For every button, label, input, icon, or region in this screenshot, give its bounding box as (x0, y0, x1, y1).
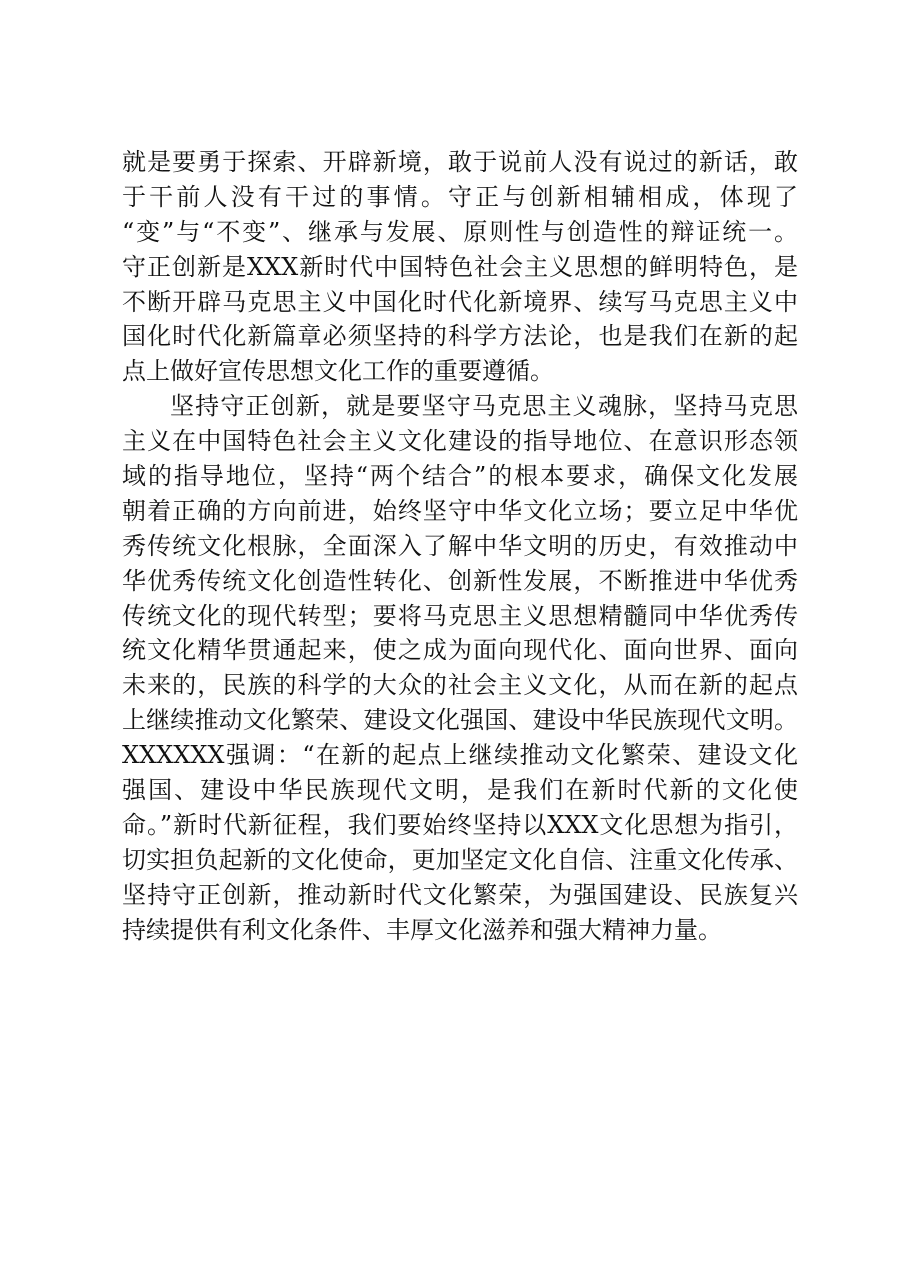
text-line: 秀传统文化根脉，全面深入了解中华文明的历史，有效推动中 (122, 531, 798, 560)
text-line: 守正创新是XXX新时代中国特色社会主义思想的鲜明特色，是 (122, 252, 798, 281)
text-line: 坚持守正创新，推动新时代文化繁荣，为强国建设、民族复兴 (122, 880, 798, 909)
text-line: 未来的，民族的科学的大众的社会主义文化，从而在新的起点 (122, 671, 798, 700)
text-line: 点上做好宣传思想文化工作的重要遵循。 (122, 357, 554, 386)
text-line: 统文化精华贯通起来，使之成为面向现代化、面向世界、面向 (122, 636, 798, 665)
text-line: XXXXXX强调：“在新的起点上继续推动文化繁荣、建设文化 (122, 741, 798, 770)
text-line: 上继续推动文化繁荣、建设文化强国、建设中华民族现代文明。 (122, 706, 798, 735)
text-line: 切实担负起新的文化使命，更加坚定文化自信、注重文化传承、 (122, 845, 798, 874)
text-line: 命。”新时代新征程，我们要始终坚持以XXX文化思想为指引， (122, 810, 798, 839)
text-line: 域的指导地位，坚持“两个结合”的根本要求，确保文化发展 (122, 462, 798, 491)
paragraph-2 (122, 389, 798, 947)
text-line: “变”与“不变”、继承与发展、原则性与创造性的辩证统一。 (122, 217, 798, 246)
text-line: 主义在中国特色社会主义文化建设的指导地位、在意识形态领 (122, 427, 798, 456)
text-line: 国化时代化新篇章必须坚持的科学方法论，也是我们在新的起 (122, 322, 798, 351)
text-line: 华优秀传统文化创造性转化、创新性发展，不断推进中华优秀 (122, 566, 798, 595)
text-line: 于干前人没有干过的事情。守正与创新相辅相成，体现了 (122, 182, 798, 211)
text-line: 传统文化的现代转型；要将马克思主义思想精髓同中华优秀传 (122, 601, 798, 630)
text-line: 不断开辟马克思主义中国化时代化新境界、续写马克思主义中 (122, 287, 798, 316)
paragraph-1 (122, 145, 798, 389)
text-line: 就是要勇于探索、开辟新境，敢于说前人没有说过的新话，敢 (122, 148, 798, 176)
document-body (122, 145, 798, 947)
text-line: 强国、建设中华民族现代文明，是我们在新时代新的文化使 (122, 776, 798, 805)
text-line: 坚持守正创新，就是要坚守马克思主义魂脉，坚持马克思 (170, 392, 798, 421)
text-line: 持续提供有利文化条件、丰厚文化滋养和强大精神力量。 (122, 915, 722, 944)
text-line: 朝着正确的方向前进，始终坚守中华文化立场；要立足中华优 (122, 496, 798, 525)
